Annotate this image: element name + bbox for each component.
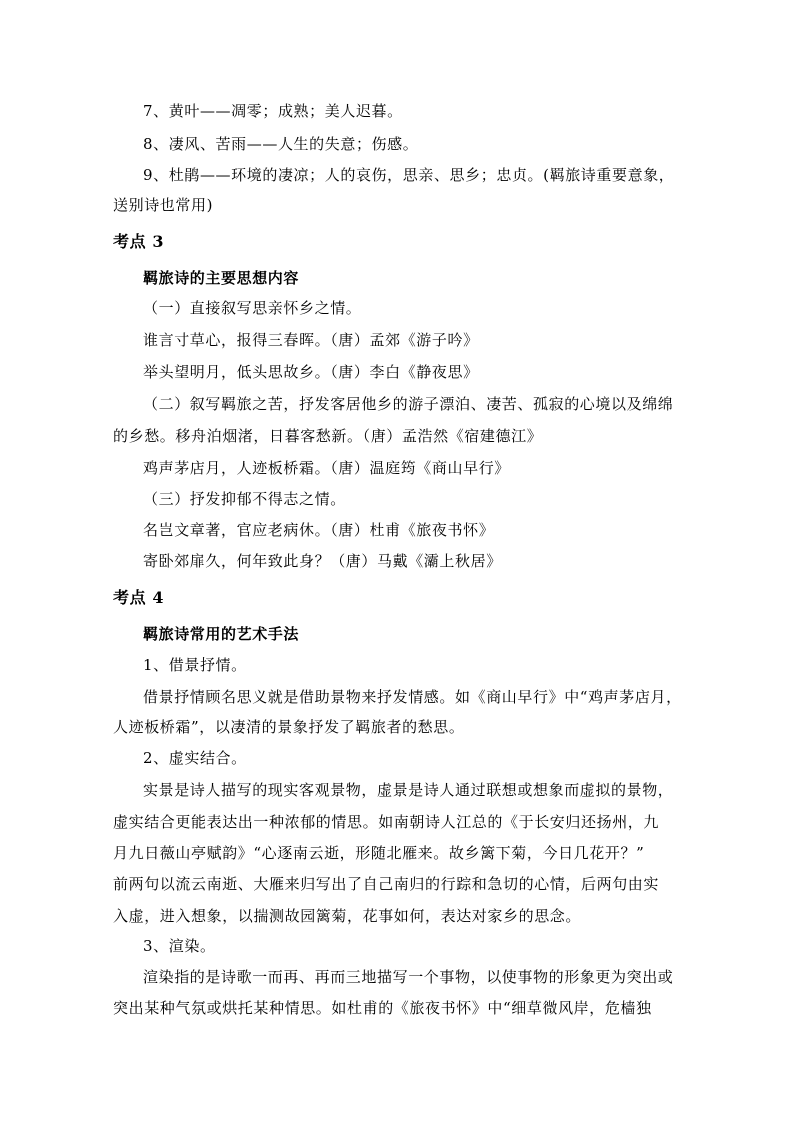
section-3-title: 羁旅诗的主要思想内容 bbox=[143, 269, 300, 287]
section-3-line: 谁言寸草心，报得三春晖。（唐）孟郊《游子吟》 bbox=[143, 331, 479, 349]
section-3-line: 鸡声茅店月，人迹板桥霜。（唐）温庭筠《商山早行》 bbox=[143, 459, 510, 477]
section-3-line: （一）直接叙写思亲怀乡之情。 bbox=[143, 299, 362, 317]
section-3-line: （二）叙写羁旅之苦，抒发客居他乡的游子漂泊、凄苦、孤寂的心境以及绵绵 bbox=[143, 395, 674, 413]
section-4-line: 入虚，进入想象，以揣测故园篱菊，花事如何，表达对家乡的思念。 bbox=[113, 907, 582, 925]
section-3-line: （三）抒发抑郁不得志之情。 bbox=[143, 490, 346, 508]
item-9: 9、杜鹃——环境的凄凉；人的哀伤，思亲、思乡；忠贞。(羁旅诗重要意象， bbox=[143, 166, 675, 184]
section-4-line: 虚实结合更能表达出一种浓郁的情思。如南朝诗人江总的《于长安归还扬州，九 bbox=[113, 813, 660, 831]
section-4-heading: 考点 4 bbox=[113, 588, 165, 607]
section-3-heading: 考点 3 bbox=[113, 232, 165, 251]
section-4-line: 渲染指的是诗歌一而再、再而三地描写一个事物，以使事物的形象更为突出或 bbox=[143, 968, 674, 986]
item-8: 8、凄风、苦雨——人生的失意；伤感。 bbox=[143, 135, 419, 153]
section-3-line: 寄卧郊扉久，何年致此身？（唐）马戴《灞上秋居》 bbox=[143, 552, 502, 570]
section-3-line: 名岂文章著，官应老病休。（唐）杜甫《旅夜书怀》 bbox=[143, 521, 495, 539]
section-4-line: 前两句以流云南逝、大雁来归写出了自己南归的行踪和急切的心情，后两句由实 bbox=[113, 875, 660, 893]
section-3-line: 举头望明月，低头思故乡。（唐）李白《静夜思》 bbox=[143, 363, 479, 381]
section-4-line: 月九日薇山亭赋韵》“心逐南云逝，形随北雁来。故乡篱下菊，今日几花开？” bbox=[113, 844, 645, 862]
section-4-line: 突出某种气氛或烘托某种情思。如杜甫的《旅夜书怀》中“细草微风岸，危樯独 bbox=[113, 999, 652, 1017]
section-4-line: 人迹板桥霜”，以凄清的景象抒发了羁旅者的愁思。 bbox=[113, 718, 465, 736]
section-4-line: 2、虚实结合。 bbox=[143, 749, 247, 767]
item-9-continuation: 送别诗也常用) bbox=[113, 196, 214, 214]
section-4-title: 羁旅诗常用的艺术手法 bbox=[143, 625, 300, 643]
section-4-line: 1、借景抒情。 bbox=[143, 656, 247, 674]
item-7: 7、黄叶——凋零；成熟；美人迟暮。 bbox=[143, 102, 403, 120]
section-4-line: 3、渲染。 bbox=[143, 937, 216, 955]
section-4-line: 借景抒情顾名思义就是借助景物来抒发情感。如《商山早行》中“鸡声茅店月， bbox=[143, 688, 682, 706]
section-3-line: 的乡愁。移舟泊烟渚，日暮客愁新。（唐）孟浩然《宿建德江》 bbox=[113, 427, 543, 445]
section-4-line: 实景是诗人描写的现实客观景物，虚景是诗人通过联想或想象而虚拟的景物， bbox=[143, 781, 674, 799]
